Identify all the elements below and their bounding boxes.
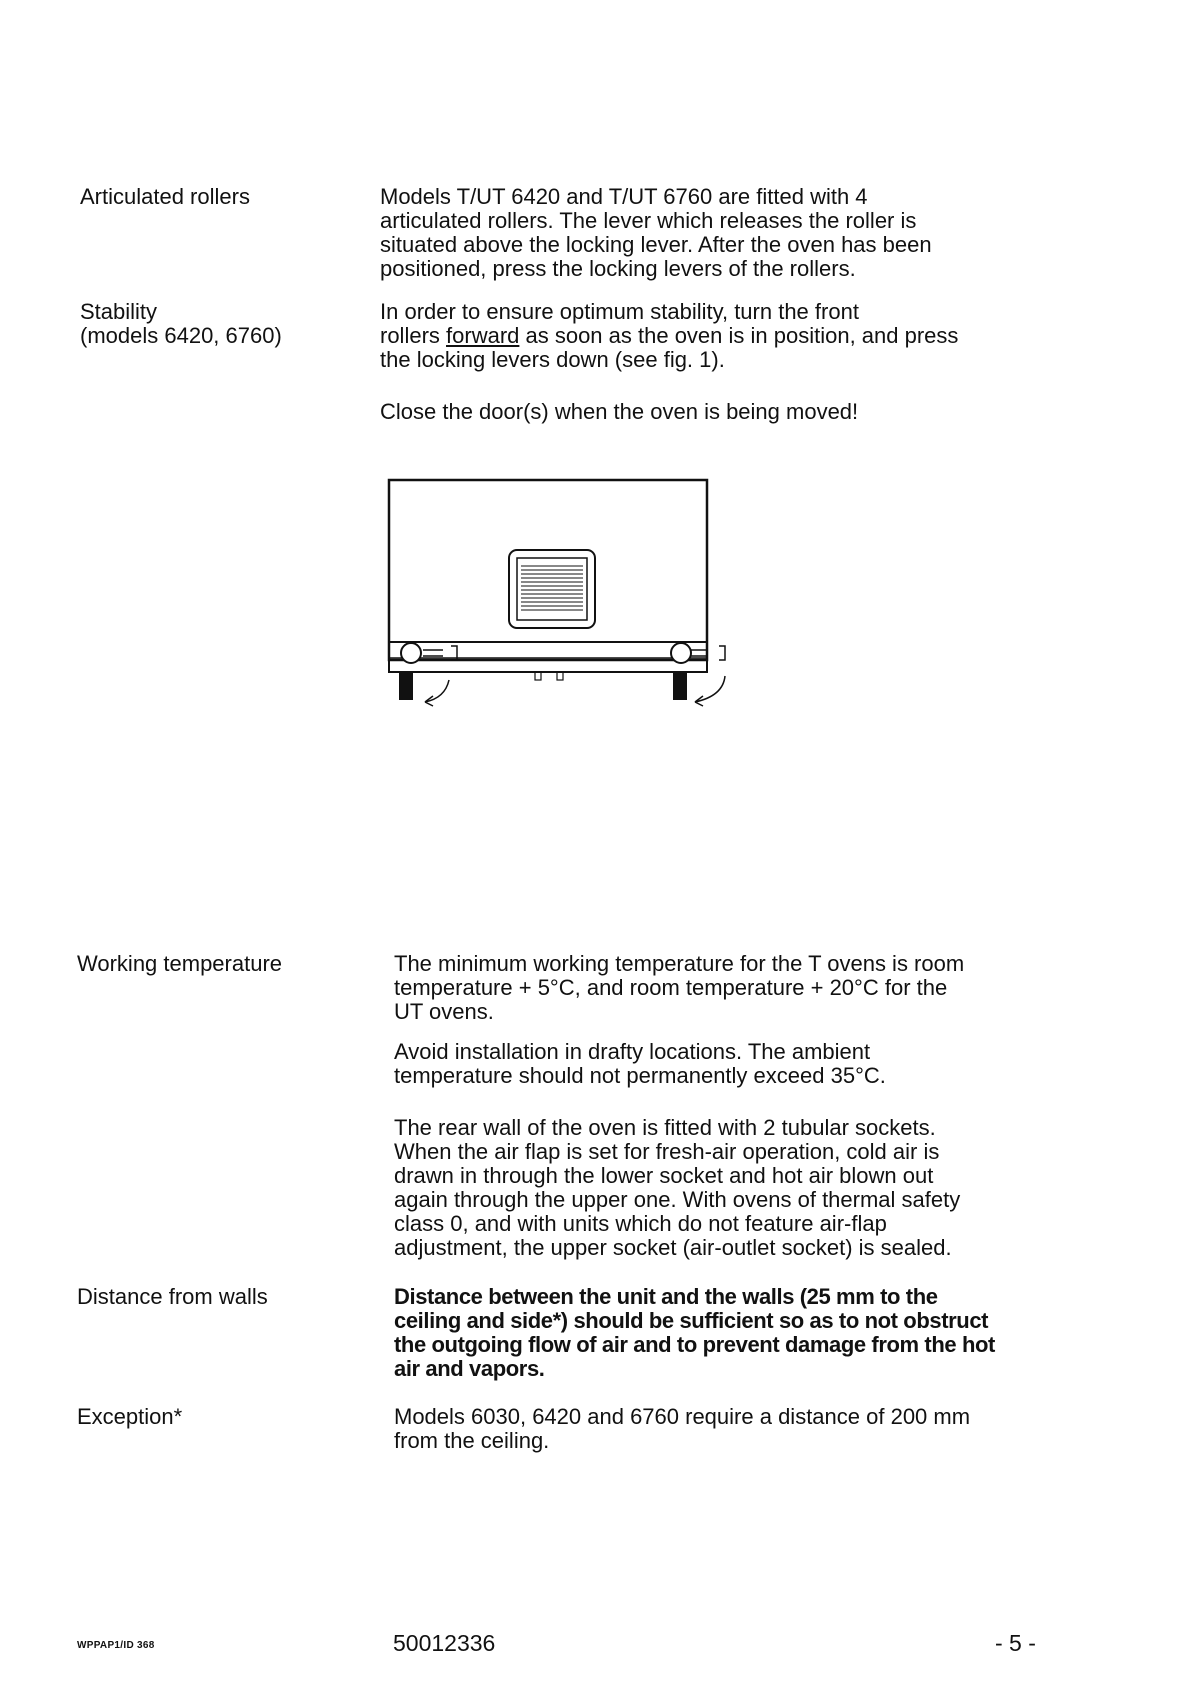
text-working-temperature-p2: Avoid installation in drafty locations. The ambient temperature should not permanently exceed 35°C. <box>394 1039 886 1088</box>
stability-text-before: In order to ensure optimum stability, turn the front rollers <box>380 299 859 348</box>
text-stability-note: Close the door(s) when the oven is being moved! <box>380 399 859 424</box>
label-working-temperature: Working temperature <box>77 951 283 976</box>
text-working-temperature-p1: The minimum working temperature for the T ovens is room temperature + 5°C, and room temperature + 20°C for the UT ovens. <box>394 951 965 1024</box>
label-articulated-rollers: Articulated rollers <box>80 184 250 209</box>
text-stability <box>380 300 1030 372</box>
stability-text-after: as soon as the oven is in position, and press the locking levers down (see fig. 1). <box>380 323 959 372</box>
footer-page-number: - 5 - <box>995 1630 1036 1656</box>
oven-roller-figure <box>385 470 745 740</box>
text-distance-from-walls: Distance between the unit and the walls (25 mm to the ceiling and side*) should be sufficient so as to not obstruct the outgoing flow of air and to prevent damage from the hot air and vapors. <box>394 1284 995 1381</box>
label-exception: Exception* <box>77 1404 183 1429</box>
stability-forward-underlined: forward <box>446 323 520 348</box>
text-working-temperature-p3: The rear wall of the oven is fitted with 2 tubular sockets. When the air flap is set for fresh-air operation, cold air is drawn in through the lower socket and hot air blown out again through the upper one. With ovens of thermal safety class 0, and with units which do not feature air-flap adjustment, the upper socket (air-outlet socket) is sealed. <box>394 1115 961 1260</box>
text-articulated-rollers: Models T/UT 6420 and T/UT 6760 are fitted with 4 articulated rollers. The lever which releases the roller is situated above the locking lever. After the oven has been positioned, press the locking levers of the rollers. <box>380 184 932 281</box>
label-stability: Stability (models 6420, 6760) <box>80 299 282 348</box>
footer-code: WPPAP1/ID 368 <box>77 1640 155 1651</box>
footer-doc-number: 50012336 <box>393 1630 496 1656</box>
label-distance-from-walls: Distance from walls <box>77 1284 268 1309</box>
text-exception: Models 6030, 6420 and 6760 require a distance of 200 mm from the ceiling. <box>394 1404 971 1453</box>
